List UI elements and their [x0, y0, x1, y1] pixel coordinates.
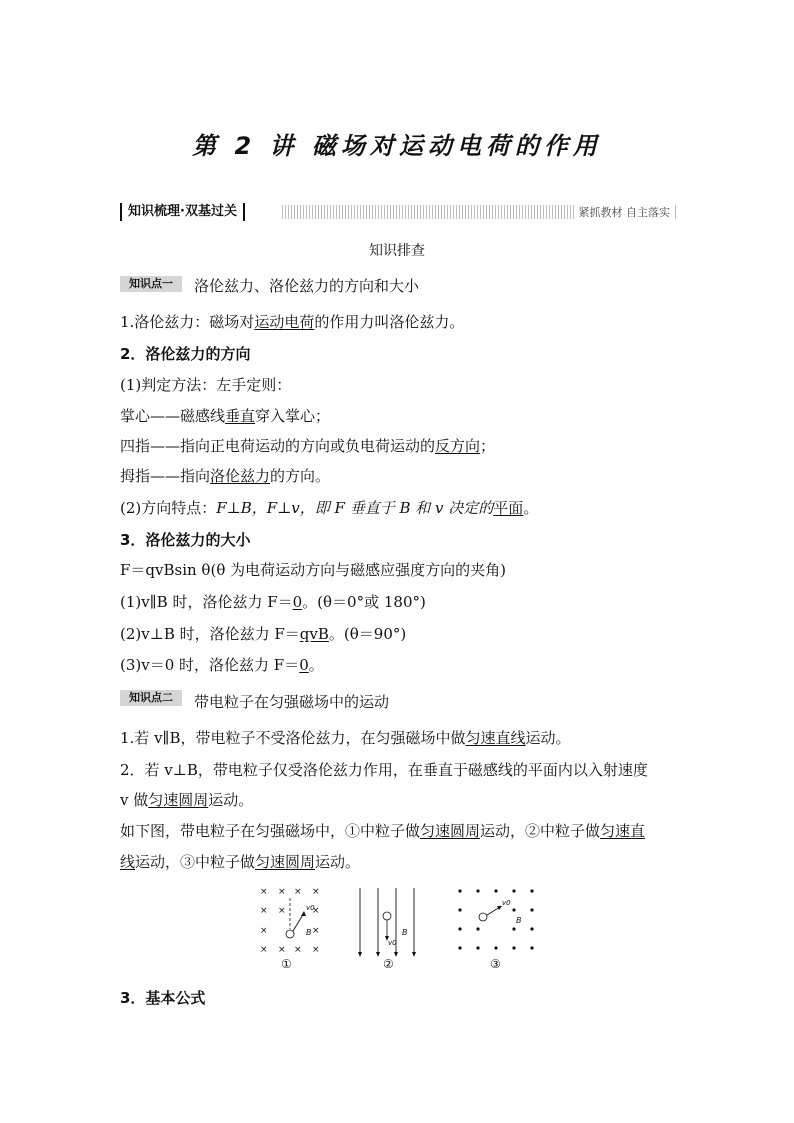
kp1-line-2c: 四指——指向正电荷运动的方向或负电荷运动的反方向； [120, 437, 496, 455]
kp2-line-3a: 如下图，带电粒子在匀强磁场中，①中粒子做匀速圆周运动，②中粒子做匀速直 [120, 822, 646, 840]
figure-2-label: ② [383, 957, 394, 971]
kp1-title: 洛伦兹力、洛伦兹力的方向和大小 [194, 277, 420, 295]
banner-label: 知识梳理·双基过关 [120, 203, 245, 221]
svg-text:×: × [278, 887, 286, 897]
kp2-line-2b: v 做匀速圆周运动。 [120, 791, 254, 809]
figure-3-label: ③ [490, 957, 501, 971]
figure-2-vertical-field [358, 888, 416, 957]
kp1-line-1: 1.洛伦兹力：磁场对运动电荷的作用力叫洛伦兹力。 [120, 313, 465, 331]
kp2-title: 带电粒子在匀强磁场中的运动 [194, 693, 390, 711]
figure-1-label: ① [281, 957, 292, 971]
svg-text:B: B [402, 928, 408, 937]
kp1-line-3d: (3)v＝0 时，洛伦兹力 F＝0。 [120, 656, 324, 674]
magnetic-field-figures [250, 883, 550, 973]
figure-3-dot-field [458, 889, 533, 949]
figure-1-cross-field [260, 887, 320, 955]
svg-text:×: × [260, 926, 268, 936]
figures-svg [250, 883, 550, 973]
kp2-line-1: 1.若 v∥B，带电粒子不受洛伦兹力，在匀强磁场中做匀速直线运动。 [120, 729, 571, 747]
svg-text:×: × [294, 887, 302, 897]
svg-text:×: × [260, 887, 268, 897]
kp2-line-2a: 2．若 v⊥B，带电粒子仅受洛伦兹力作用，在垂直于磁感线的平面内以入射速度 [120, 761, 648, 779]
svg-text:v0: v0 [388, 939, 397, 947]
kp1-line-2a: (1)判定方法：左手定则： [120, 376, 292, 394]
kp1-heading-3: 3．洛伦兹力的大小 [120, 531, 251, 549]
svg-text:v0: v0 [306, 904, 315, 912]
svg-text:×: × [312, 926, 320, 936]
svg-text:×: × [312, 945, 320, 955]
kp1-line-2b: 掌心——磁感线垂直穿入掌心； [120, 407, 331, 425]
kp1-line-2d: 拇指——指向洛伦兹力的方向。 [120, 467, 331, 485]
kp2-badge: 知识点二 [120, 690, 182, 706]
svg-text:×: × [278, 945, 286, 955]
kp2-line-3b: 线运动，③中粒子做匀速圆周运动。 [120, 853, 361, 871]
section-banner [120, 203, 678, 221]
svg-text:×: × [278, 906, 286, 916]
kp1-heading-2: 2．洛伦兹力的方向 [120, 345, 251, 363]
kp1-line-2e: (2)方向特点：F⊥B，F⊥v，即 F 垂直于 B 和 v 决定的平面。 [120, 499, 539, 517]
section-title: 知识排查 [369, 243, 425, 259]
svg-text:B: B [516, 916, 522, 925]
svg-text:v0: v0 [502, 899, 511, 907]
svg-text:×: × [260, 945, 268, 955]
kp1-line-3b: (1)v∥B 时，洛伦兹力 F＝0。(θ＝0°或 180°) [120, 593, 426, 611]
svg-text:×: × [294, 945, 302, 955]
svg-text:×: × [312, 906, 320, 916]
banner-subtitle: 紧抓教材 自主落实 [575, 204, 675, 220]
svg-text:×: × [312, 887, 320, 897]
svg-text:×: × [260, 906, 268, 916]
kp1-badge: 知识点一 [120, 276, 182, 292]
kp1-formula: F＝qvBsin θ(θ 为电荷运动方向与磁感应强度方向的夹角) [120, 561, 506, 579]
kp2-heading-3: 3．基本公式 [120, 989, 206, 1007]
kp1-line-3c: (2)v⊥B 时，洛伦兹力 F＝qvB。(θ＝90°) [120, 625, 407, 643]
svg-text:B: B [306, 928, 312, 937]
page-title: 第 2 讲 磁场对运动电荷的作用 [192, 132, 602, 160]
